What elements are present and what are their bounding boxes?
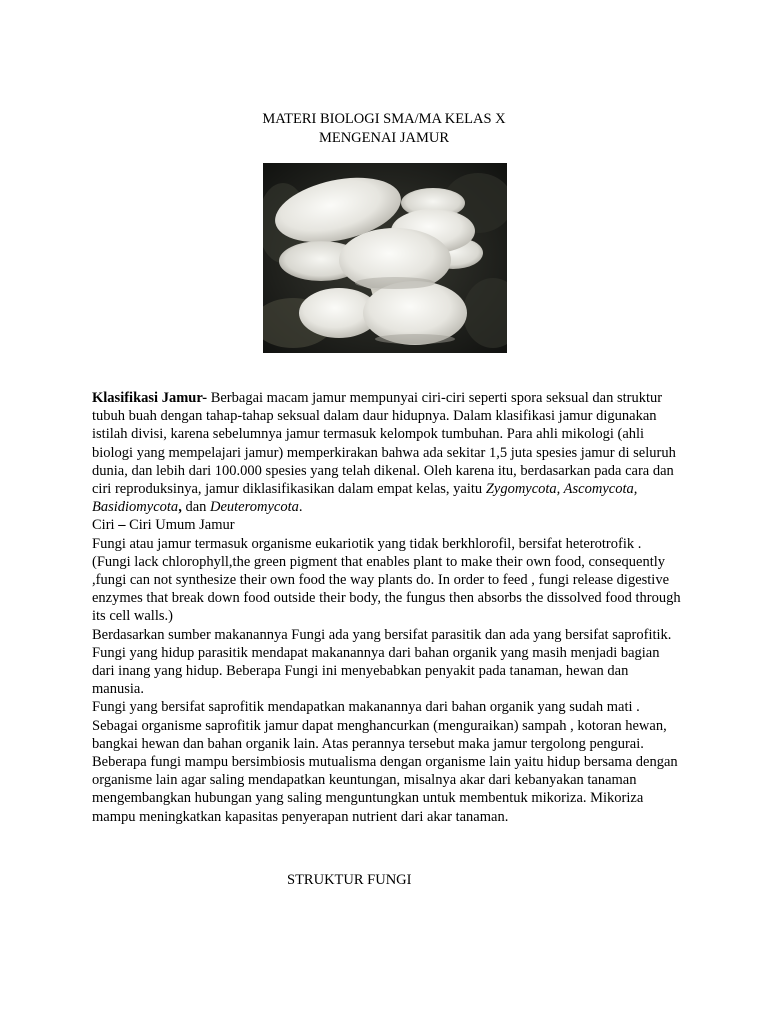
document-body — [92, 389, 682, 826]
title-line-1: MATERI BIOLOGI SMA/MA KELAS X — [262, 111, 506, 127]
oyster-mushroom-photo — [263, 163, 507, 353]
ciri-paragraph-3: Fungi yang hidup parasitik mendapat makanannya dari bahan organik yang masih menjadi bagian dari inang yang hidup. Beberapa Fungi ini menyebabkan penyakit pada tanaman, hewan dan manusia. — [92, 644, 660, 698]
ciri-heading — [92, 516, 682, 534]
klasifikasi-text: Berbagai macam jamur mempunyai ciri-ciri seperti spora seksual dan struktur tubuh buah dengan tahap-tahap seksual dalam daur hidupnya. Dalam klasifikasi jamur digunakan istilah divisi, karena sebelumnya jamur termasuk kelompok tumbuhan. Para ahli mikologi (ahli biologi yang mempelajari jamur) memperkirakan bahwa ada sekitar 1,5 juta spesies jamur di seluruh dunia, dan lebih dari 100.000 spesies yang telah dikenal. Oleh karena itu, berdasarkan pada cara dan ciri reproduksinya, jamur diklasifikasikan dalam empat kelas, yaitu — [92, 390, 676, 498]
klasifikasi-end: . — [298, 499, 303, 516]
klasifikasi-last-class: Deuteromycota — [210, 499, 299, 516]
ciri-paragraph-4: Fungi yang bersifat saprofitik mendapatkan makanannya dari bahan organik yang sudah mati . Sebagai organisme saprofitik jamur dapat menghancurkan (menguraikan) sampah , kotoran hewan, bangkai hewan dan bahan organik lain. Atas perannya tersebut maka jamur tergolong pengurai. — [92, 699, 667, 752]
document-title — [0, 110, 768, 148]
ciri-heading-dash: – — [118, 517, 126, 534]
klasifikasi-comma: , — [178, 499, 182, 516]
ciri-heading-post: Ciri Umum Jamur — [125, 517, 235, 534]
struktur-heading: STRUKTUR FUNGI — [287, 872, 412, 888]
ciri-paragraph-2: Berdasarkan sumber makanannya Fungi ada yang bersifat parasitik dan ada yang bersifat saprofitik. — [92, 626, 672, 643]
ciri-paragraph-1: Fungi atau jamur termasuk organisme eukariotik yang tidak berkhlorofil, bersifat heterotrofik . (Fungi lack chlorophyll,the green pigment that enables plant to make their own food, consequently ,fungi can not synthesize their own food the way plants do. In order to feed , fungi release digestive enzymes that break down food outside their body, the fungus then absorbs the dissolved food through its cell walls.) — [92, 535, 681, 625]
ciri-paragraph-5: Beberapa fungi mampu bersimbiosis mutualisma dengan organisme lain yaitu hidup bersama dengan organisme lain agar saling mendapatkan keuntungan, misalnya akar dari kebanyakan tanaman mengembangkan hubungan yang saling menguntungkan untuk membentuk mikoriza. Mikoriza mampu meningkatkan kapasitas penyerapan nutrient dari akar tanaman. — [92, 754, 678, 825]
klasifikasi-paragraph — [92, 389, 682, 516]
title-line-2: MENGENAI JAMUR — [318, 130, 450, 146]
klasifikasi-classes: Zygomycota, Ascomycota, Basidiomycota — [92, 481, 638, 516]
ciri-heading-pre: Ciri — [92, 517, 119, 534]
klasifikasi-heading: Klasifikasi Jamur- — [92, 390, 208, 406]
klasifikasi-and: dan — [181, 499, 210, 516]
